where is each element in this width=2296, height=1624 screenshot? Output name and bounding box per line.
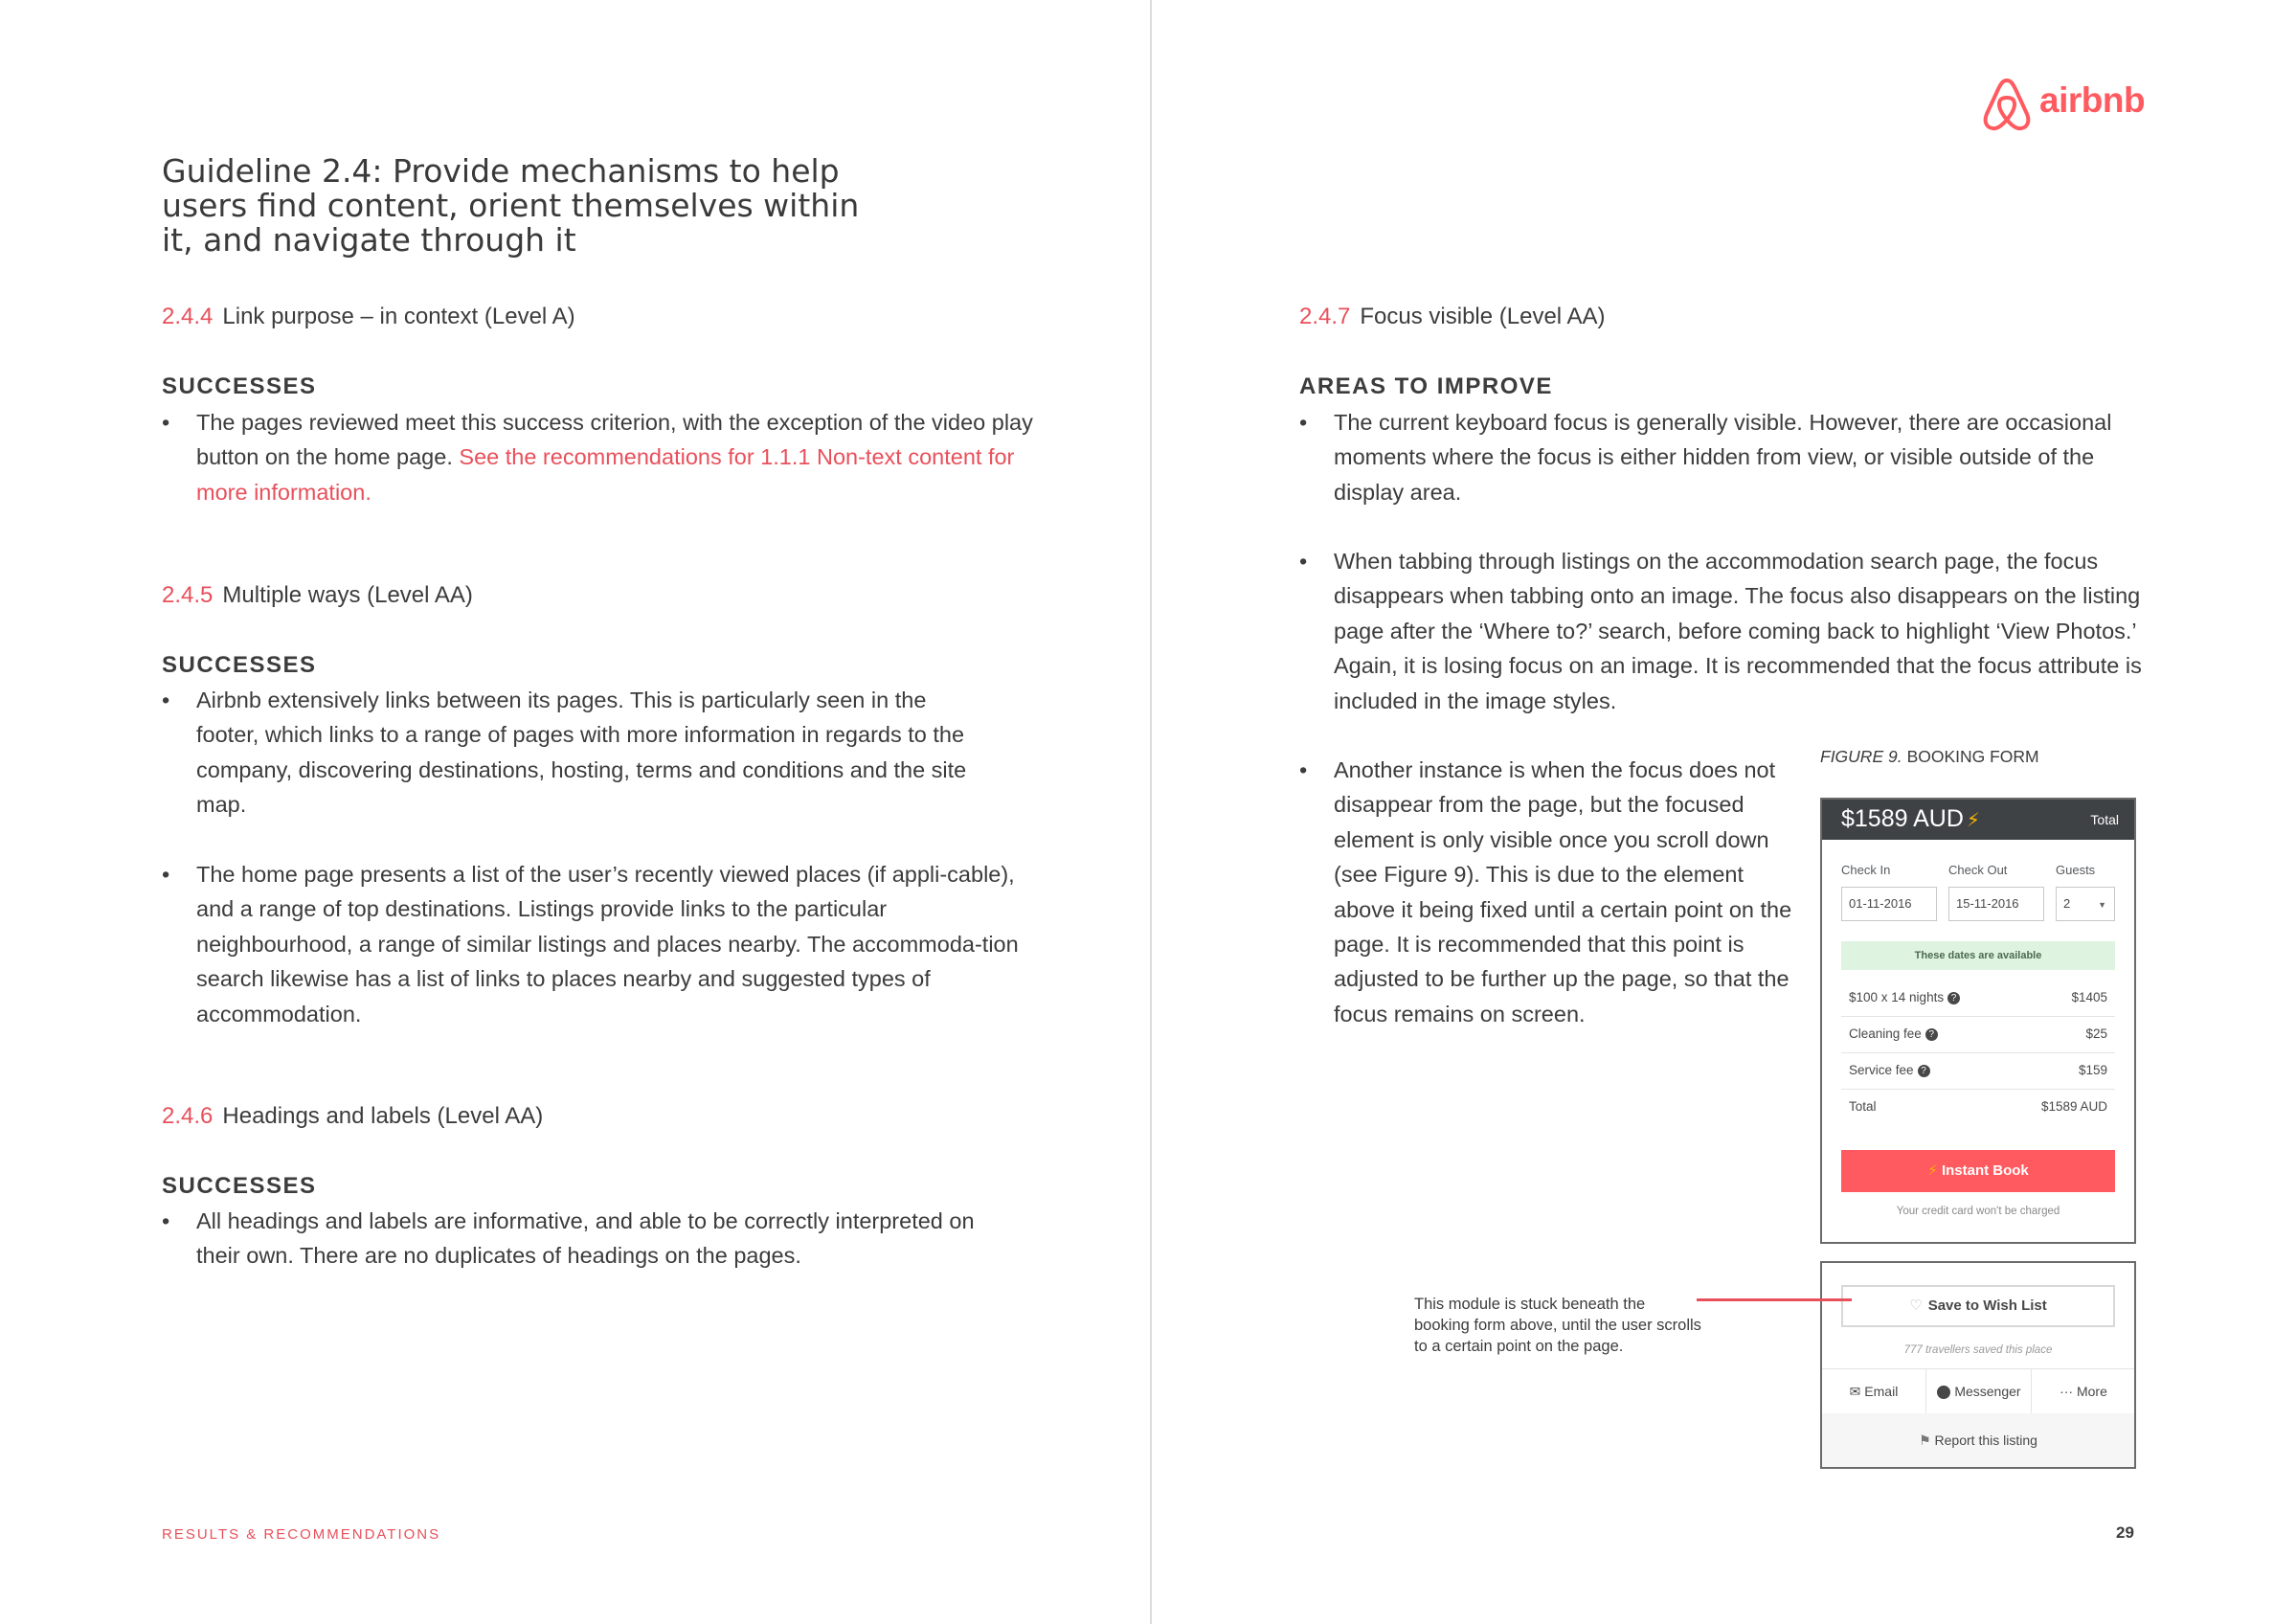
belo-icon	[1982, 77, 2032, 132]
section-heading-2-4-6	[162, 1103, 543, 1130]
share-bar	[1822, 1368, 2134, 1414]
price-row-label: Service fee	[1849, 1063, 1914, 1077]
bullet-text: The pages reviewed meet this success criterion, with the exception of the video play button on the home page.	[196, 410, 1033, 470]
section-title: Link purpose – in context (Level A)	[222, 304, 575, 329]
info-icon[interactable]: ?	[1947, 992, 1960, 1004]
price-row-value: $159	[2078, 1063, 2107, 1077]
successes-label: SUCCESSES	[162, 652, 317, 678]
envelope-icon: ✉	[1849, 1384, 1861, 1399]
section-heading-2-4-7	[1299, 304, 1606, 330]
price-row	[1841, 980, 2115, 1017]
booking-form-figure	[1820, 798, 2136, 1244]
lightning-icon: ⚡	[1966, 810, 1980, 831]
price-row-value: $25	[2085, 1026, 2107, 1041]
chevron-down-icon: ▼	[2098, 900, 2106, 910]
bullet-text: Another instance is when the focus does not disappear from the page, but the focused element is only visible once you scroll down (see Figure 9). This is due to the element above it being fixed until a certain point on the page. It is recommended that this point is adjusted to be further up the page, so that the focus remains on screen.	[1334, 757, 1792, 1026]
bullet-text: Airbnb extensively links between its pages. This is particularly seen in the footer, which links to a range of pages with more information in regards to the company, discovering destinations, hosting, terms and conditions and the site map.	[196, 688, 967, 818]
bullet-text: When tabbing through listings on the accommodation search page, the focus disappears when tabbing onto an image. The focus also disappears on the listing page after the ‘Where to?’ search, before coming back to highlight ‘View Photos.’ Again, it is losing focus on an image. It is recommended that the focus attribute is included in the image styles.	[1334, 549, 2142, 713]
messenger-icon	[1937, 1386, 1950, 1399]
report-listing-link[interactable]: ⚑ Report this listing	[1822, 1413, 2134, 1467]
figure-caption	[1820, 747, 2039, 767]
logo-wordmark: airbnb	[2039, 80, 2146, 120]
credit-card-note: Your credit card won't be charged	[1896, 1206, 2060, 1217]
bullet-item	[1299, 405, 2161, 509]
section-heading-2-4-4	[162, 304, 575, 330]
guests-value: 2	[2063, 896, 2071, 911]
bullet-item	[162, 857, 1024, 1031]
check-in-label: Check In	[1841, 863, 1891, 877]
price-row-label: Total	[1849, 1099, 1877, 1114]
bullet-item	[162, 683, 976, 823]
section-title: Focus visible (Level AA)	[1360, 304, 1606, 329]
lightning-icon: ⚡	[1927, 1162, 1938, 1179]
guests-label: Guests	[2056, 863, 2096, 877]
bullet-text: All headings and labels are informative, and able to be correctly interpreted on their own. There are no duplicates of headings on the pages.	[196, 1208, 975, 1269]
price-row	[1841, 1052, 2115, 1090]
bullet-item	[1299, 544, 2161, 718]
section-heading-2-4-5	[162, 582, 473, 609]
bullet-item	[162, 405, 1033, 509]
wishlist-module-figure	[1820, 1261, 2136, 1469]
section-number: 2.4.5	[162, 582, 214, 608]
guideline-title: Guideline 2.4: Provide mechanisms to help users find content, orient themselves within it, and navigate through it	[162, 152, 860, 259]
booking-total-label: Total	[2090, 812, 2119, 827]
section-title: Headings and labels (Level AA)	[222, 1103, 544, 1129]
availability-banner: These dates are available	[1841, 941, 2115, 970]
booking-price: $1589 AUD ⚡	[1841, 805, 1980, 832]
booking-header	[1822, 800, 2134, 840]
price-row	[1841, 1016, 2115, 1053]
section-title: Multiple ways (Level AA)	[222, 582, 473, 608]
callout-pointer-line	[1697, 1298, 1852, 1301]
figure-number: FIGURE 9.	[1820, 747, 1902, 766]
save-to-wishlist-button[interactable]: ♡ Save to Wish List	[1841, 1285, 2115, 1327]
recommendation-link[interactable]: See the recommendations for 1.1.1 Non-text content for more information.	[196, 444, 1015, 505]
instant-book-button[interactable]: ⚡ Instant Book	[1841, 1150, 2115, 1192]
price-row-label: $100 x 14 nights	[1849, 990, 1945, 1004]
page-spine	[1150, 0, 1152, 1624]
bullet-text: The home page presents a list of the user’s recently viewed places (if appli-cable), and a range of top destinations. Listings provide links to the particular neighbourhood, a range of similar listings and places nearby. The accommoda-tion search likewise has a list of links to places nearby and suggested types of accommodation.	[196, 862, 1019, 1026]
page-number: 29	[2116, 1523, 2134, 1542]
successes-label: SUCCESSES	[162, 373, 317, 399]
successes-label: SUCCESSES	[162, 1173, 317, 1199]
section-number: 2.4.7	[1299, 304, 1351, 329]
price-row-value: $1589 AUD	[2040, 1099, 2107, 1114]
price-row-total	[1841, 1089, 2115, 1125]
saved-count: 777 travellers saved this place	[1903, 1344, 2053, 1356]
airbnb-logo	[1982, 77, 2145, 134]
info-icon[interactable]: ?	[1925, 1028, 1938, 1041]
price-row-value: $1405	[2071, 990, 2107, 1004]
price-row-label: Cleaning fee	[1849, 1026, 1922, 1041]
info-icon[interactable]: ?	[1918, 1065, 1930, 1077]
check-out-field[interactable]: 15-11-2016	[1948, 887, 2044, 921]
check-in-field[interactable]: 01-11-2016	[1841, 887, 1937, 921]
share-email-button[interactable]: ✉ Email	[1849, 1384, 1899, 1399]
heart-icon: ♡	[1909, 1297, 1923, 1314]
share-messenger-button[interactable]: Messenger	[1925, 1369, 2032, 1413]
figure-callout-text: This module is stuck beneath the booking form above, until the user scrolls to a certain point on the page.	[1414, 1296, 1701, 1355]
flag-icon: ⚑	[1919, 1432, 1931, 1448]
section-number: 2.4.6	[162, 1103, 214, 1129]
footer-section-label: RESULTS & RECOMMENDATIONS	[162, 1526, 441, 1543]
guests-select[interactable]	[2056, 887, 2115, 921]
bullet-text: The current keyboard focus is generally visible. However, there are occasional moments where the focus is either hidden from view, or visible outside of the display area.	[1334, 410, 2112, 505]
check-out-label: Check Out	[1948, 863, 2008, 877]
bullet-item	[162, 1204, 995, 1274]
section-number: 2.4.4	[162, 304, 214, 329]
figure-title: BOOKING FORM	[1906, 747, 2039, 766]
bullet-item	[1299, 753, 1802, 1031]
areas-to-improve-label: AREAS TO IMPROVE	[1299, 373, 1553, 399]
share-more-button[interactable]: ··· More	[2031, 1369, 2135, 1413]
